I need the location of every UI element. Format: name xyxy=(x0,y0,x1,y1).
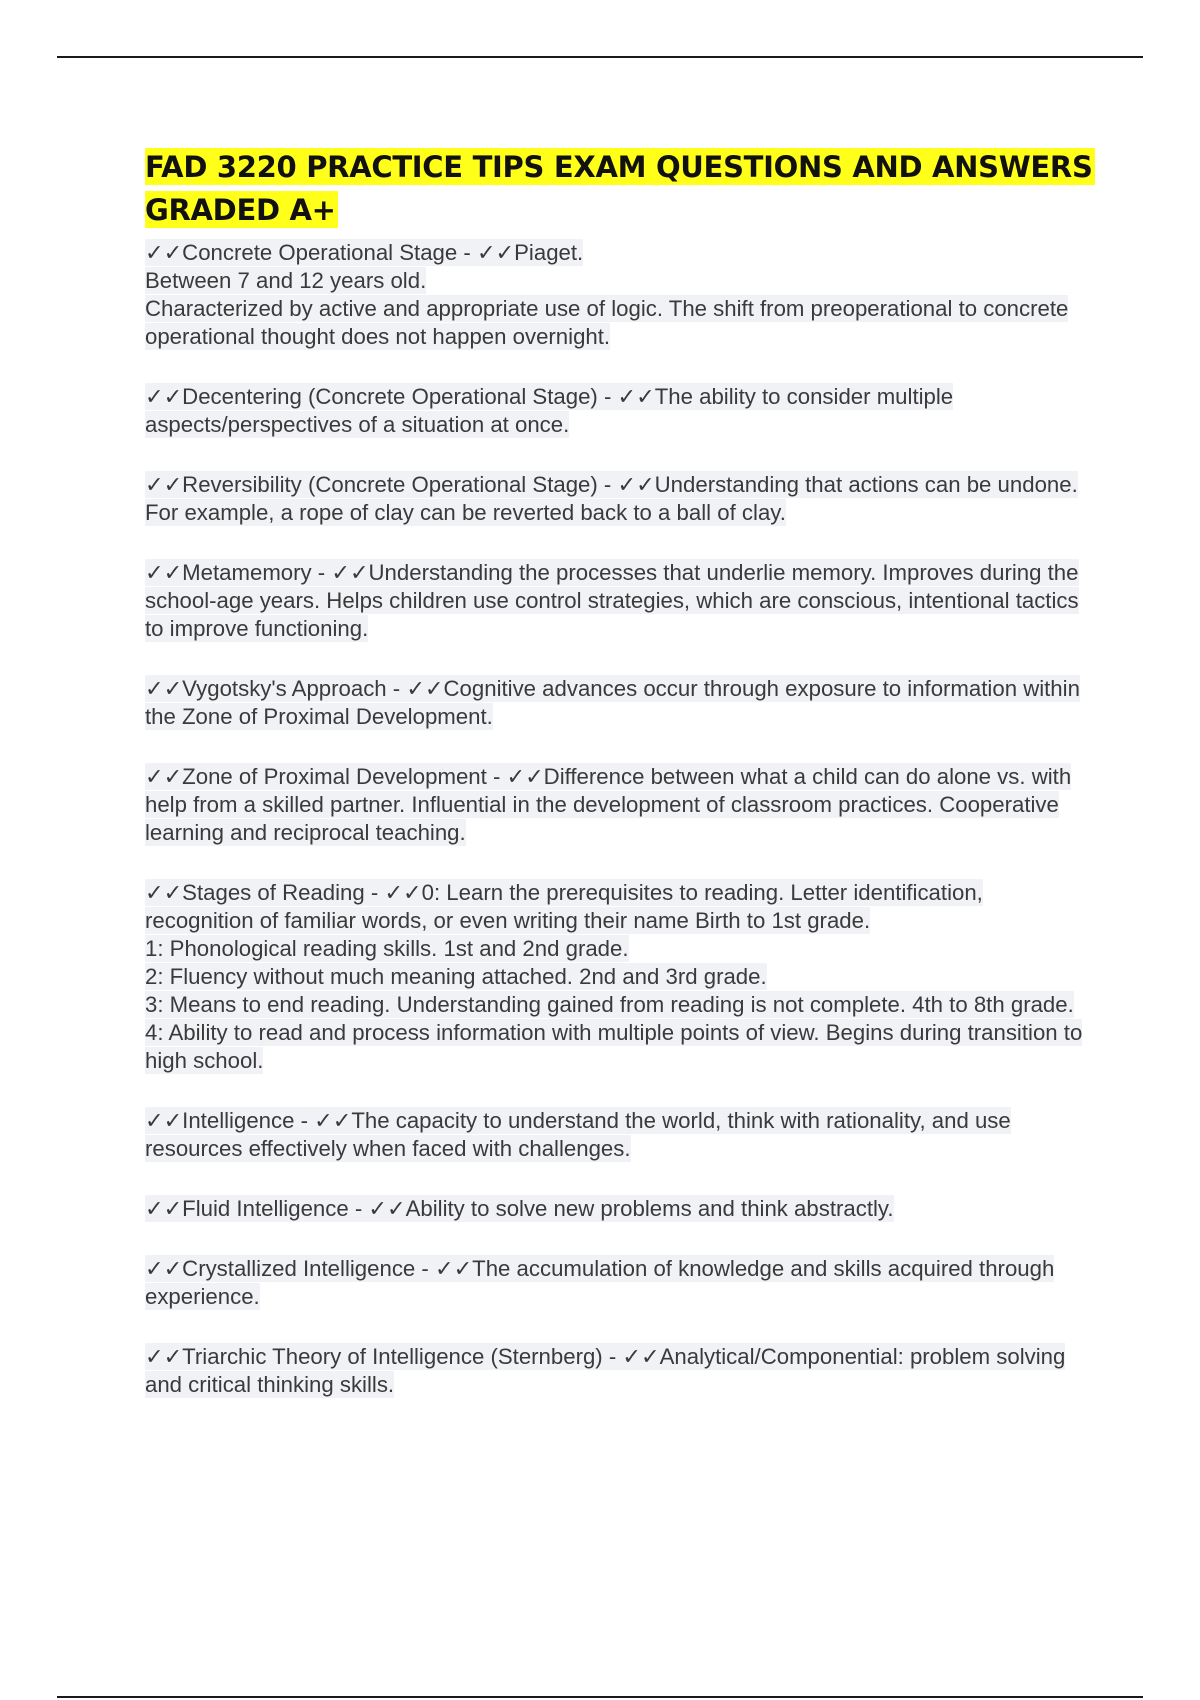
document-title-text: FAD 3220 PRACTICE TIPS EXAM QUESTIONS AND ANSWERS GRADED A+ xyxy=(145,150,1093,227)
entry-reversibility xyxy=(145,471,1095,527)
entry-text: ✓✓Zone of Proximal Development - ✓✓Difference between what a child can do alone vs. with help from a skilled partner. Influential in the development of classroom practices. Cooperative learning and reciprocal teaching. xyxy=(145,764,1072,845)
entry-text: ✓✓Triarchic Theory of Intelligence (Sternberg) - ✓✓Analytical/Componential: problem solving and critical thinking skills. xyxy=(145,1344,1066,1397)
header-rule xyxy=(57,56,1143,58)
entry-crystallized-intelligence xyxy=(145,1255,1095,1311)
entry-text: ✓✓Crystallized Intelligence - ✓✓The accumulation of knowledge and skills acquired through experience. xyxy=(145,1256,1055,1309)
entry-concrete-operational-stage xyxy=(145,239,1095,351)
entry-triarchic-theory xyxy=(145,1343,1095,1399)
document-body xyxy=(145,146,1095,1431)
entry-text: ✓✓Vygotsky's Approach - ✓✓Cognitive advances occur through exposure to information within the Zone of Proximal Development. xyxy=(145,676,1080,729)
entry-zone-of-proximal-development xyxy=(145,763,1095,847)
entry-fluid-intelligence xyxy=(145,1195,1095,1223)
entry-text: ✓✓Intelligence - ✓✓The capacity to understand the world, think with rationality, and use resources effectively when faced with challenges. xyxy=(145,1108,1011,1161)
entry-stages-of-reading xyxy=(145,879,1095,1075)
entry-intelligence xyxy=(145,1107,1095,1163)
entry-text: ✓✓Reversibility (Concrete Operational Stage) - ✓✓Understanding that actions can be undone. For example, a rope of clay can be reverted back to a ball of clay. xyxy=(145,472,1078,525)
entry-text: ✓✓Metamemory - ✓✓Understanding the processes that underlie memory. Improves during the school-age years. Helps children use control strategies, which are conscious, intentional tactics to improve functioning. xyxy=(145,560,1079,641)
entry-decentering xyxy=(145,383,1095,439)
footer-rule xyxy=(57,1696,1143,1698)
entry-text: ✓✓Concrete Operational Stage - ✓✓Piaget. Between 7 and 12 years old. Characterized by active and appropriate use of logic. The shift from preoperational to concrete operational thought does not happen overnight. xyxy=(145,240,1069,349)
entry-text: ✓✓Fluid Intelligence - ✓✓Ability to solve new problems and think abstractly. xyxy=(145,1196,894,1221)
document-title xyxy=(145,146,1095,232)
entry-metamemory xyxy=(145,559,1095,643)
entry-vygotsky-approach xyxy=(145,675,1095,731)
entry-text: ✓✓Stages of Reading - ✓✓0: Learn the prerequisites to reading. Letter identification, recognition of familiar words, or even writing their name Birth to 1st grade. 1: Phonological reading skills. 1st and 2nd grade. 2: Fluency without much meaning attached. 2nd and 3rd grade. 3: Means to end reading. Understanding gained from reading is not complete. 4th to 8th grade. 4: Ability to read and process information with multiple points of view. Begins during transition to high school. xyxy=(145,880,1083,1073)
entry-list xyxy=(145,239,1095,1399)
entry-text: ✓✓Decentering (Concrete Operational Stage) - ✓✓The ability to consider multiple aspects/perspectives of a situation at once. xyxy=(145,384,954,437)
